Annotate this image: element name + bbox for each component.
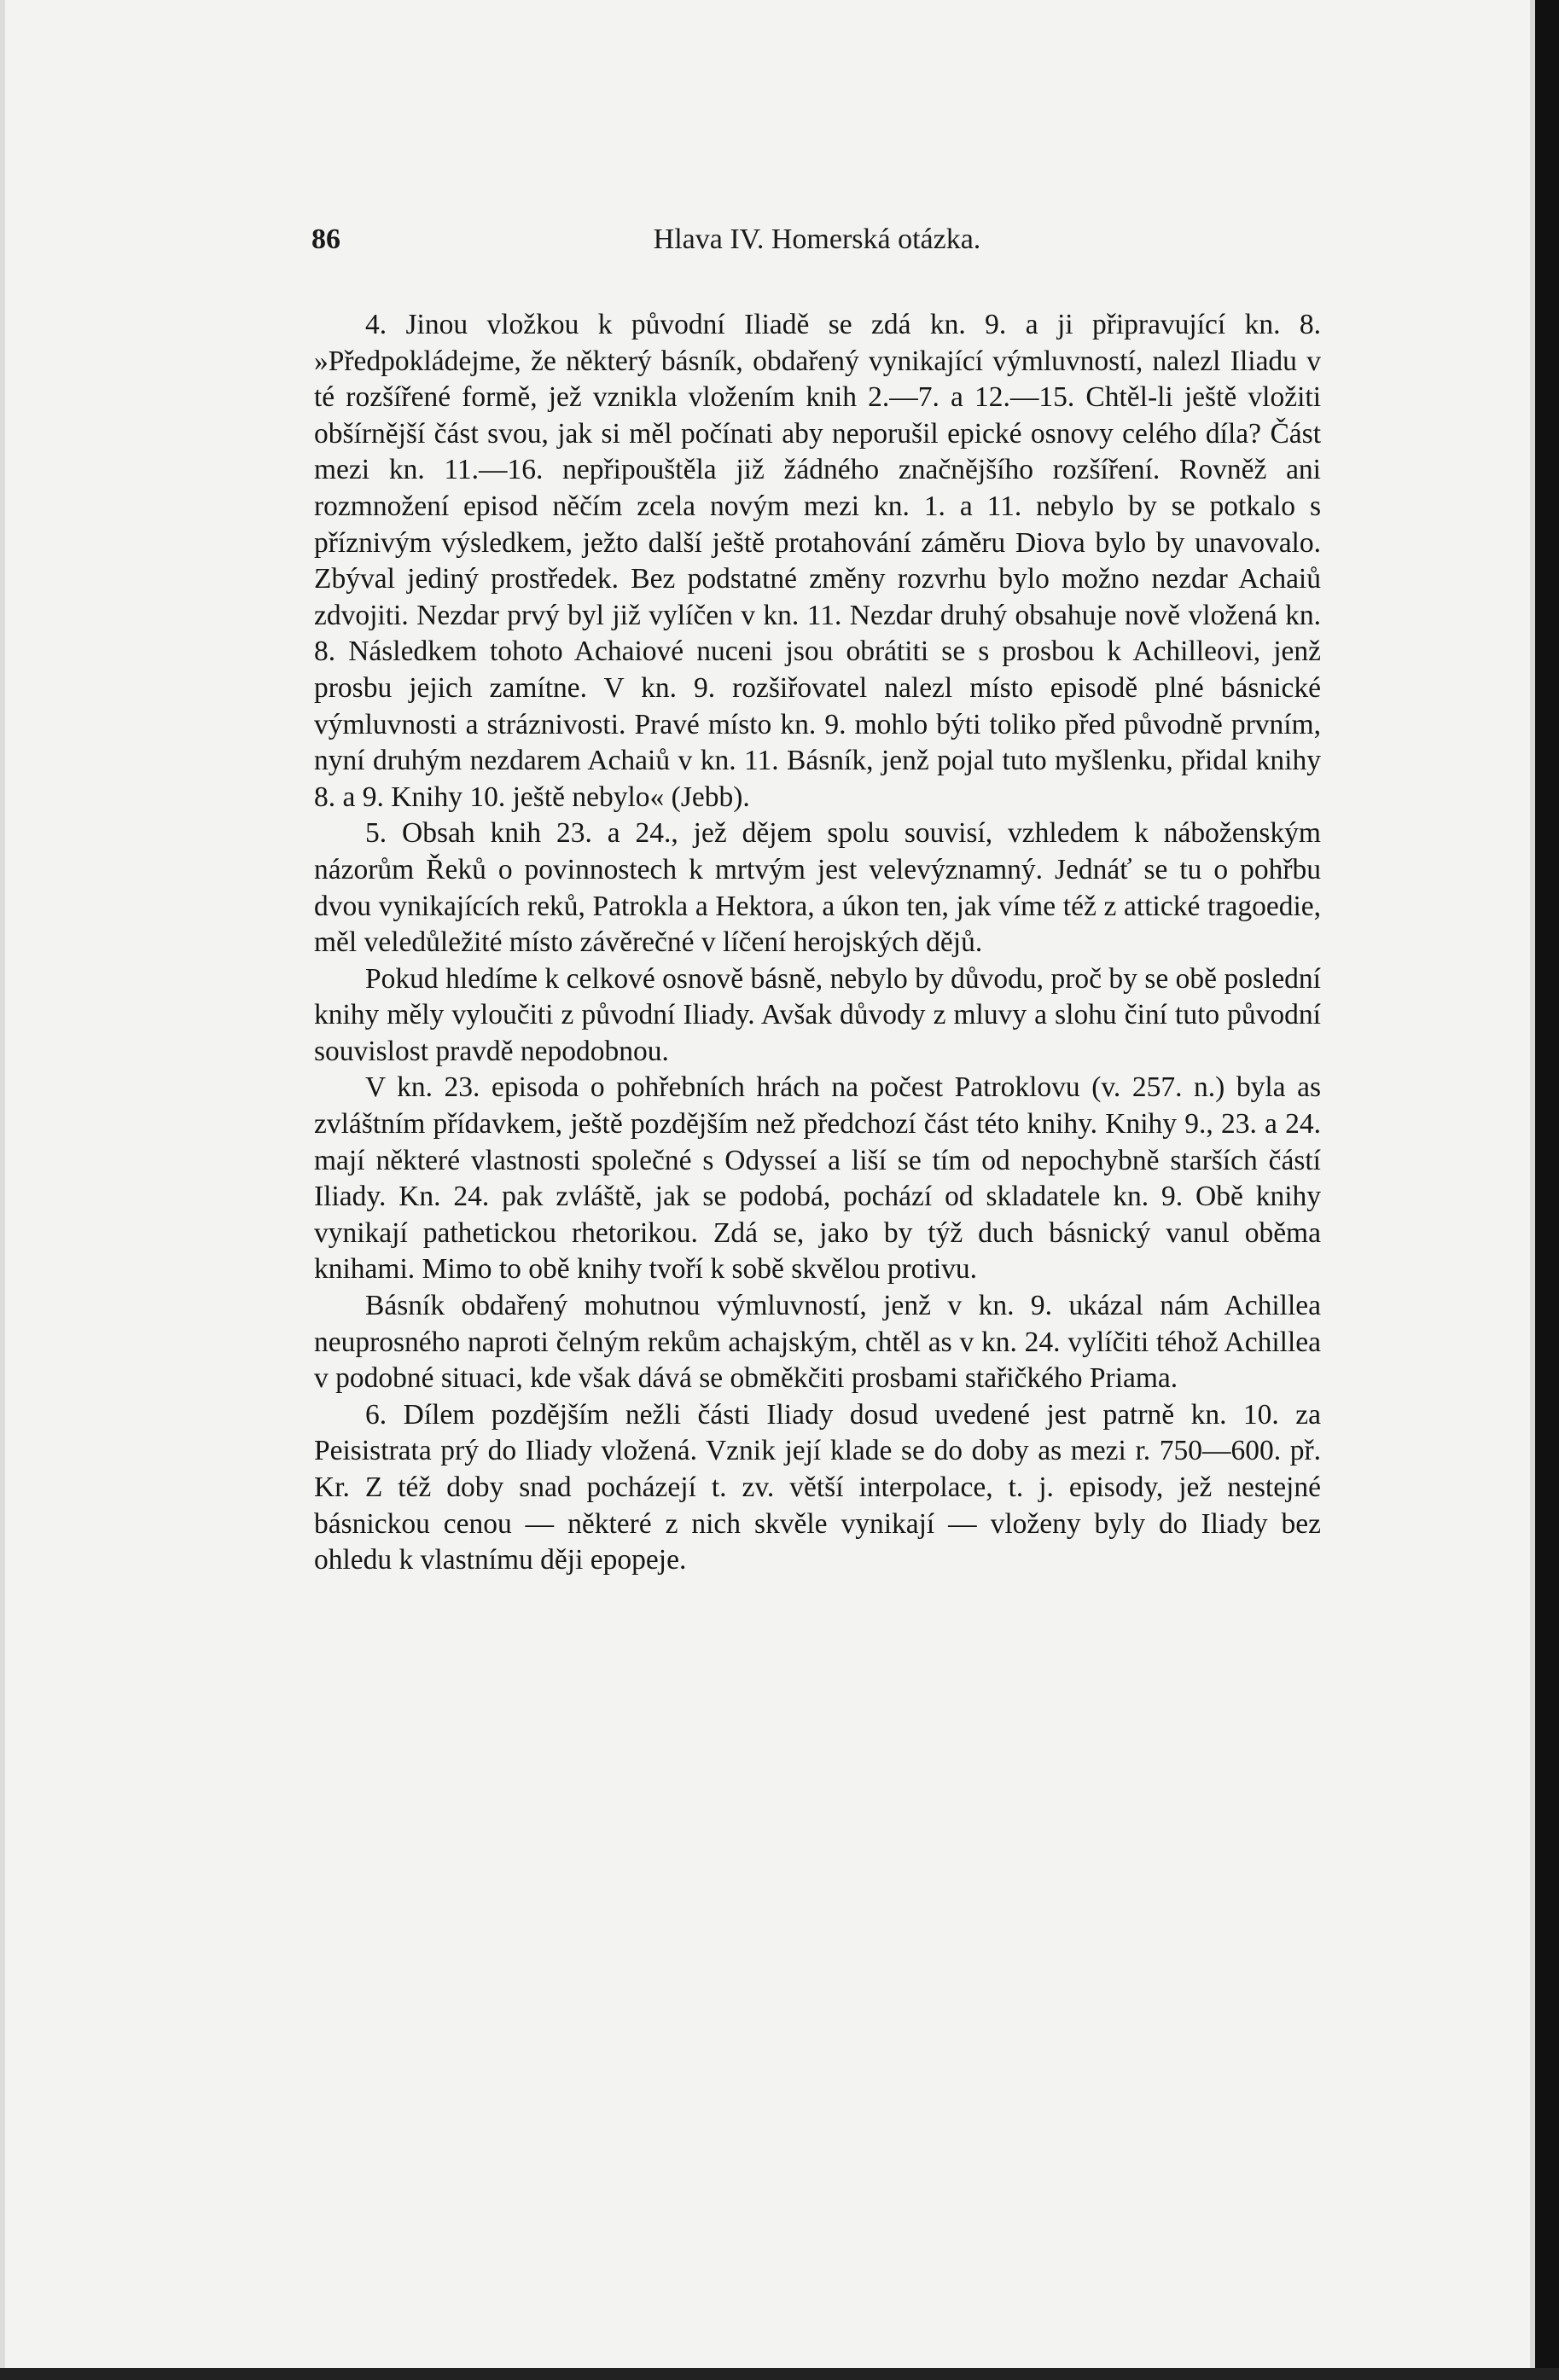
scan-edge-bottom	[0, 2368, 1559, 2380]
paragraph-poet: Básník obdařený mohutnou výmluvností, jenž v kn. 9. ukázal nám Achillea neuprosného naproti čelným rekům achajským, chtěl as v kn. 24. vylíčiti téhož Achillea v podobné situaci, kde však dává se obměkčiti prosbami stařičkého Priama.	[314, 1290, 1321, 1395]
paragraph-section-6: 6. Dílem pozdějším nežli části Iliady dosud uvedené jest patrně kn. 10. za Peisistrata prý do Iliady vložená. Vznik její klade se do doby as mezi r. 750—600. př. Kr. Z též doby snad pocházejí t. zv. větší interpolace, t. j. episody, jež nestejné básnickou cenou — některé z nich skvěle vynikají — vloženy byly do Iliady bez ohledu k vlastnímu ději epopeje.	[314, 1398, 1321, 1576]
page-number: 86	[311, 223, 340, 255]
body-text	[314, 307, 1321, 1579]
page-header	[311, 223, 1323, 266]
paragraph-section-5: 5. Obsah knih 23. a 24., jež dějem spolu souvisí, vzhledem k náboženským názorům Řeků o povinnostech k mrtvým jest velevýznamný. Jednáť se tu o pohřbu dvou vynikajících reků, Patrokla a Hektora, a úkon ten, jak víme též z attické tragoedie, měl veledůležité místo závěrečné v líčení herojských dějů.	[314, 817, 1321, 959]
scan-edge-left	[0, 0, 5, 2380]
running-head: Hlava IV. Homerská otázka.	[653, 223, 981, 255]
paragraph-book-23: V kn. 23. episoda o pohřebních hrách na počest Patroklovu (v. 257. n.) byla as zvláštním přídavkem, ještě pozdějším než předchozí část této knihy. Knihy 9., 23. a 24. mají některé vlastnosti společné s Odysseí a liší se tím od nepochybně starších částí Iliady. Kn. 24. pak zvláště, jak se podobá, pochází od skladatele kn. 9. Obě knihy vynikají pathetickou rhetorikou. Zdá se, jako by týž duch básnický vanul oběma knihami. Mimo to obě knihy tvoří k sobě skvělou protivu.	[314, 1071, 1321, 1286]
paragraph-section-4: 4. Jinou vložkou k původní Iliadě se zdá kn. 9. a ji připravující kn. 8. »Předpokládejme, že některý básník, obdařený vynikající výmluvností, nalezl Iliadu v té rozšířené formě, jež vznikla vložením knih 2.—7. a 12.—15. Chtěl-li ještě vložiti obšírnější část svou, jak si měl počínati aby neporušil epické osnovy celého díla? Část mezi kn. 11.—16. nepřipouštěla již žádného značnějšího rozšíření. Rovněž ani rozmnožení episod něčím zcela novým mezi kn. 1. a 11. nebylo by se potkalo s příznivým výsledkem, ježto další ještě protahování záměru Diova bylo by unavovalo. Zbýval jediný prostředek. Bez podstatné změny rozvrhu bylo možno nezdar Achaiů zdvojiti. Nezdar prvý byl již vylíčen v kn. 11. Nezdar druhý obsahuje nově vložená kn. 8. Následkem tohoto Achaiové nuceni jsou obrátiti se s prosbou k Achilleovi, jenž prosbu jejich zamítne. V kn. 9. rozšiřovatel nalezl místo episodě plné básnické výmluvnosti a stráznivosti. Pravé místo kn. 9. mohlo býti toliko před původně prvním, nyní druhým nezdarem Achaiů v kn. 11. Básník, jenž pojal tuto myšlenku, přidal knihy 8. a 9. Knihy 10. ještě nebylo« (Jebb).	[314, 309, 1321, 813]
paragraph-composition: Pokud hledíme k celkové osnově básně, nebylo by důvodu, proč by se obě poslední knihy měly vyloučiti z původní Iliady. Avšak důvody z mluvy a slohu činí tuto původní souvislost pravdě nepodobnou.	[314, 962, 1321, 1067]
scan-edge-right	[1535, 0, 1559, 2380]
